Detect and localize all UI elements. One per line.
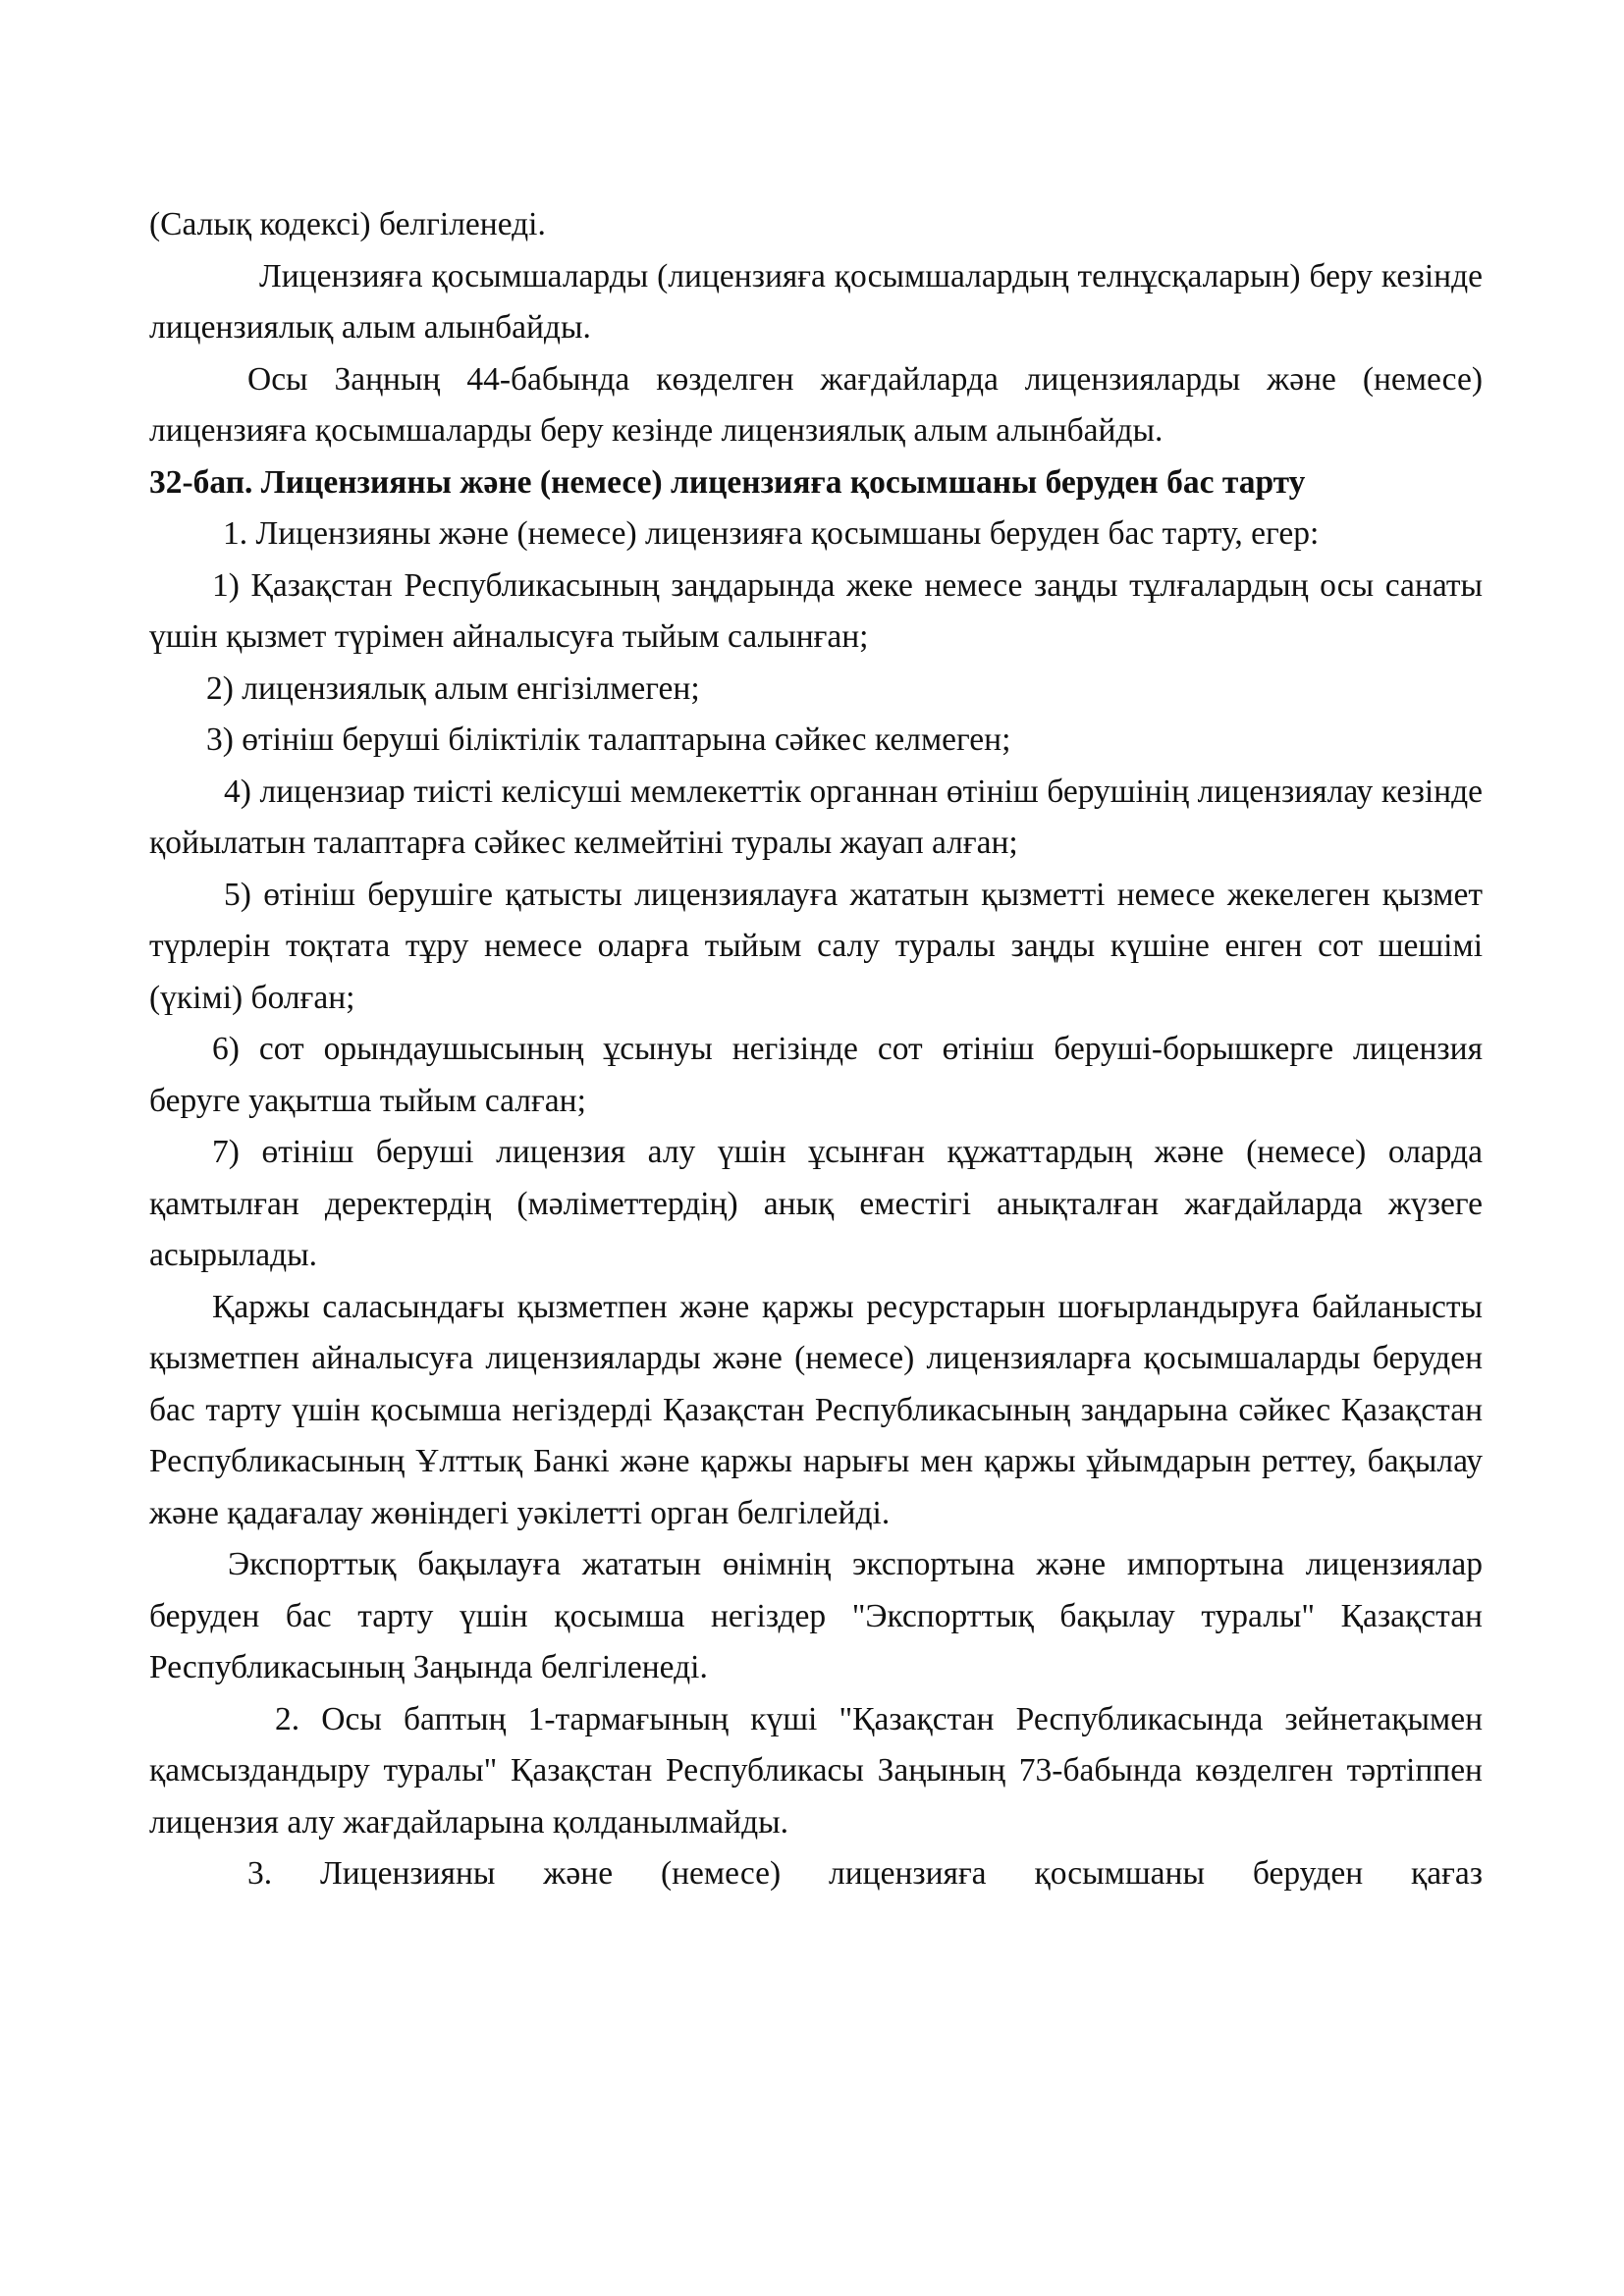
paragraph-financial-sector: Қаржы саласындағы қызметпен және қаржы ресурстарын шоғырландыруға байланысты қызметпен айналысуға лицензияларды және (немесе) лицензияларға қосымшаларды беруден бас тарту үшін қосымша негіздерді Қазақстан Республикасының заңдарына сәйкес Қазақстан Республикасының Ұлттық Банкі және қаржы нарығы мен қаржы ұйымдарын реттеу, бақылау және қадағалау жөніндегі уәкілетті орган белгілейді. (149, 1288, 1483, 1531)
subclause-4: 4) лицензиар тиісті келісуші мемлекеттік органнан өтініш берушінің лицензиялау кезінде қойылатын талаптарға сәйкес келмейтіні туралы жауап алған; (149, 773, 1483, 861)
article-32-heading: 32-бап. Лицензияны және (немесе) лицензияға қосымшаны беруден бас тарту (149, 463, 1306, 501)
clause-3: 3. Лицензияны және (немесе) лицензияға қосымшаны беруден қағаз (247, 1855, 1483, 1892)
subclause-7: 7) өтініш беруші лицензия алу үшін ұсынған құжаттардың және (немесе) оларда қамтылған деректердің (мәліметтердің) анық еместігі анықталған жағдайларда жүзеге асырылады. (149, 1134, 1483, 1273)
paragraph-tax-code: (Салық кодексі) белгіленеді. (149, 206, 546, 242)
subclause-6: 6) сот орындаушысының ұсынуы негізінде сот өтініш беруші-борышкерге лицензия беруге уақытша тыйым салған; (149, 1031, 1483, 1119)
paragraph-annex-fee: Лицензияға қосымшаларды (лицензияға қосымшалардың телнұсқаларын) беру кезінде лицензиялық алым алынбайды. (149, 257, 1483, 346)
paragraph-export-control: Экспорттық бақылауға жататын өнімнің экспортына және импортына лицензиялар беруден бас тарту үшін қосымша негіздер "Экспорттық бақылау туралы" Қазақстан Республикасының Заңында белгіленеді. (149, 1546, 1483, 1685)
subclause-3: 3) өтініш беруші біліктілік талаптарына сәйкес келмеген; (206, 721, 1011, 758)
paragraph-article-44: Осы Заңның 44-бабында көзделген жағдайларда лицензияларды және (немесе) лицензияға қосымшаларды беру кезінде лицензиялық алым алынбайды. (149, 360, 1483, 449)
clause-2: 2. Осы баптың 1-тармағының күші "Қазақстан Республикасында зейнетақымен қамсыздандыру туралы" Қазақстан Республикасы Заңының 73-бабында көзделген тәртіппен лицензия алу жағдайларына қолданылмайды. (149, 1700, 1483, 1841)
subclause-5: 5) өтініш берушіге қатысты лицензиялауға жататын қызметті немесе жекелеген қызмет түрлерін тоқтата тұру немесе оларға тыйым салу туралы заңды күшіне енген сот шешімі (үкімі) болған; (149, 876, 1483, 1016)
document-page (149, 199, 1483, 1900)
subclause-1: 1) Қазақстан Республикасының заңдарында жеке немесе заңды тұлғалардың осы санаты үшін қызмет түрімен айналысуға тыйым салынған; (149, 566, 1483, 655)
subclause-2: 2) лицензиялық алым енгізілмеген; (206, 669, 700, 707)
clause-1-intro: 1. Лицензияны және (немесе) лицензияға қосымшаны беруден бас тарту, егер: (223, 515, 1320, 552)
